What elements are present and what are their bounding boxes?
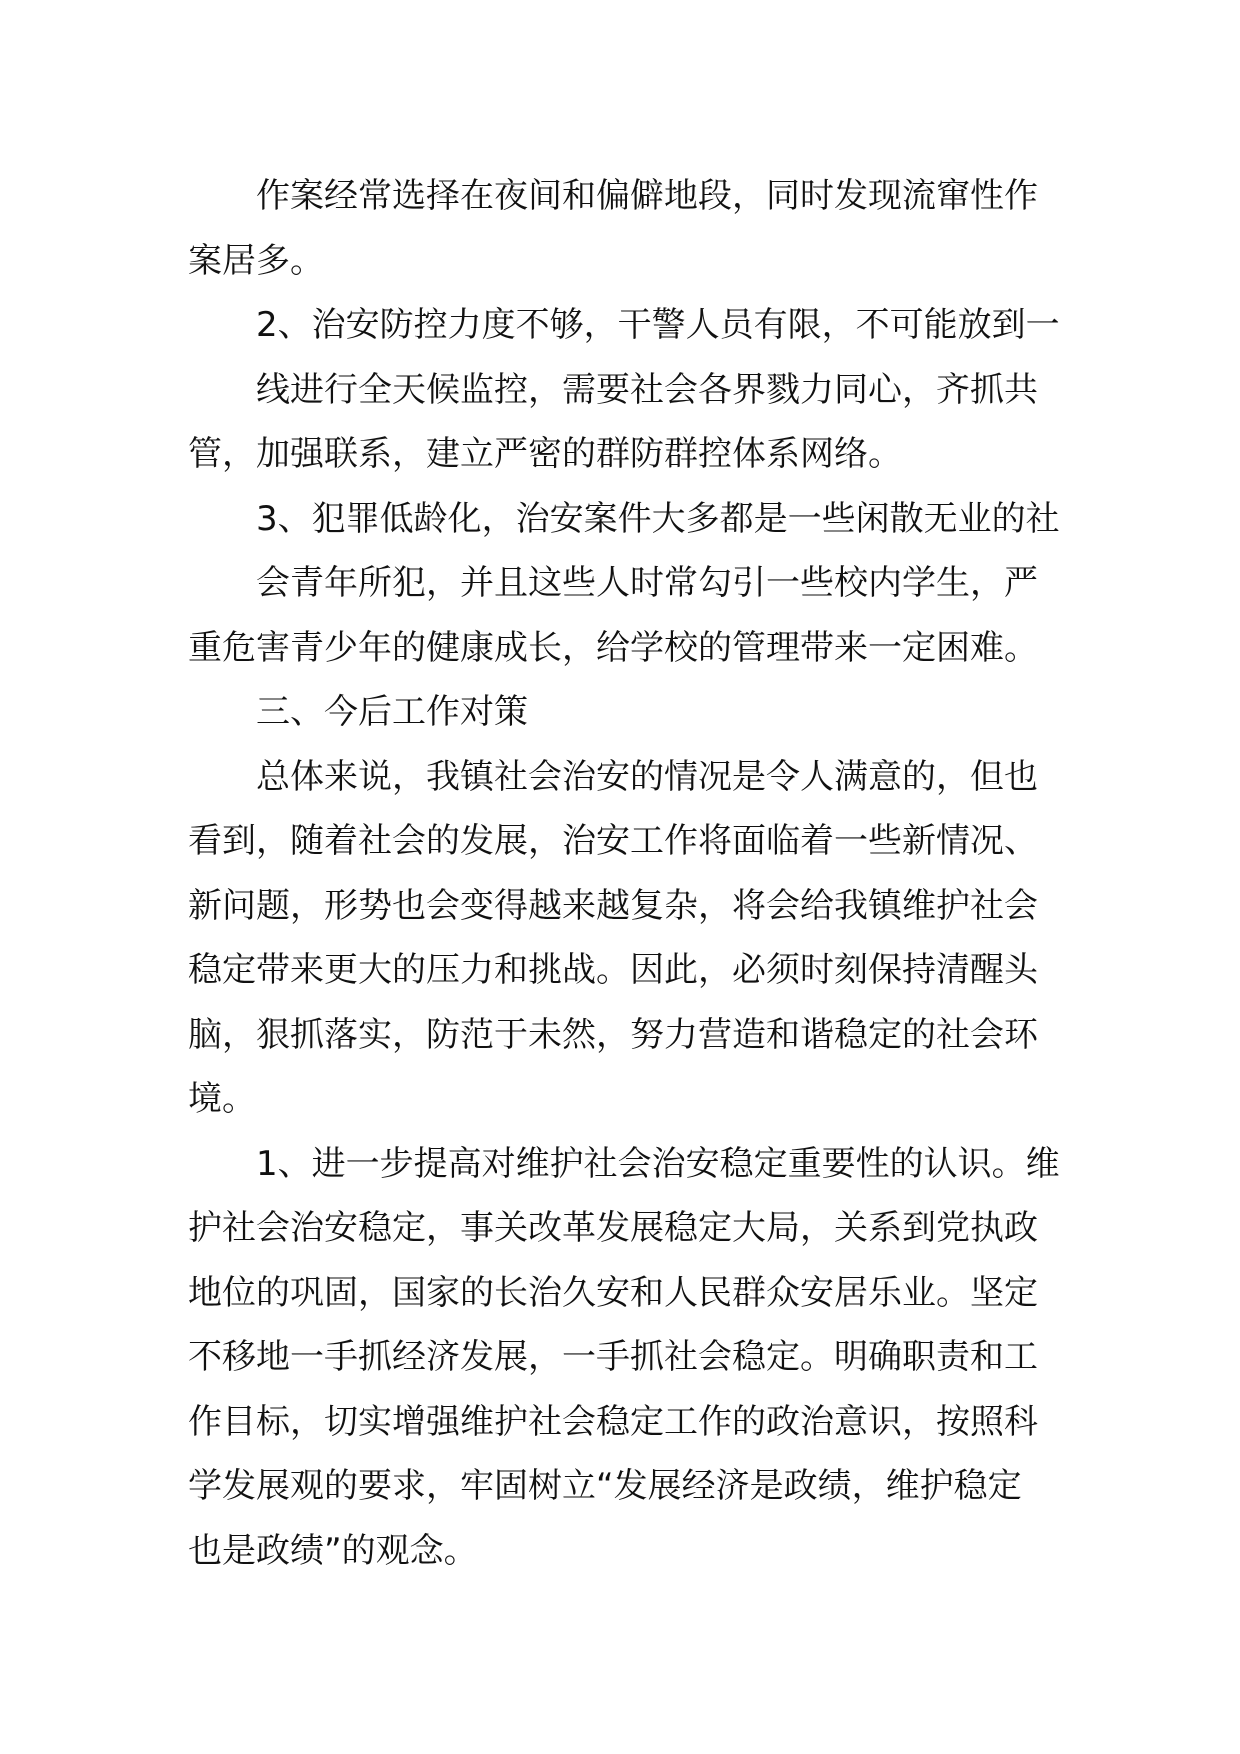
text-line: 护社会治安稳定，事关改革发展稳定大局，关系到党执政 [188,1208,1038,1248]
text-line: 境。 [188,1079,256,1119]
text-line: 作案经常选择在夜间和偏僻地段，同时发现流窜性作 [256,176,1038,216]
text-line: 2、治安防控力度不够，干警人员有限，不可能放到一 [256,305,1060,345]
text-line: 管，加强联系，建立严密的群防群控体系网络。 [188,434,902,474]
document-body [188,164,1068,1583]
text-line: 线进行全天候监控，需要社会各界戮力同心，齐抓共 [256,369,1038,410]
text-line: 学发展观的要求，牢固树立“发展经济是政绩，维护稳定 [188,1466,1022,1506]
text-line: 3、犯罪低龄化，治安案件大多都是一些闲散无业的社 [256,498,1060,539]
text-line: 1、进一步提高对维护社会治安稳定重要性的认识。维 [256,1143,1060,1184]
text-line: 作目标，切实增强维护社会稳定工作的政治意识，按照科 [188,1401,1038,1442]
text-line: 新问题，形势也会变得越来越复杂，将会给我镇维护社会 [188,885,1038,926]
text-line: 三、今后工作对策 [256,692,528,732]
text-line: 地位的巩固，国家的长治久安和人民群众安居乐业。坚定 [188,1272,1038,1313]
text-line: 总体来说，我镇社会治安的情况是令人满意的，但也 [256,756,1038,797]
text-line: 案居多。 [188,240,324,281]
text-line: 会青年所犯，并且这些人时常勾引一些校内学生，严 [256,563,1038,603]
text-line: 也是政绩”的观念。 [188,1530,478,1571]
text-line: 重危害青少年的健康成长，给学校的管理带来一定困难。 [188,627,1038,668]
text-line: 不移地一手抓经济发展，一手抓社会稳定。明确职责和工 [188,1337,1038,1377]
text-line: 稳定带来更大的压力和挑战。因此，必须时刻保持清醒头 [188,950,1038,990]
text-line: 脑，狠抓落实，防范于未然，努力营造和谐稳定的社会环 [188,1014,1038,1055]
text-line: 看到，随着社会的发展，治安工作将面临着一些新情况、 [188,821,1038,861]
